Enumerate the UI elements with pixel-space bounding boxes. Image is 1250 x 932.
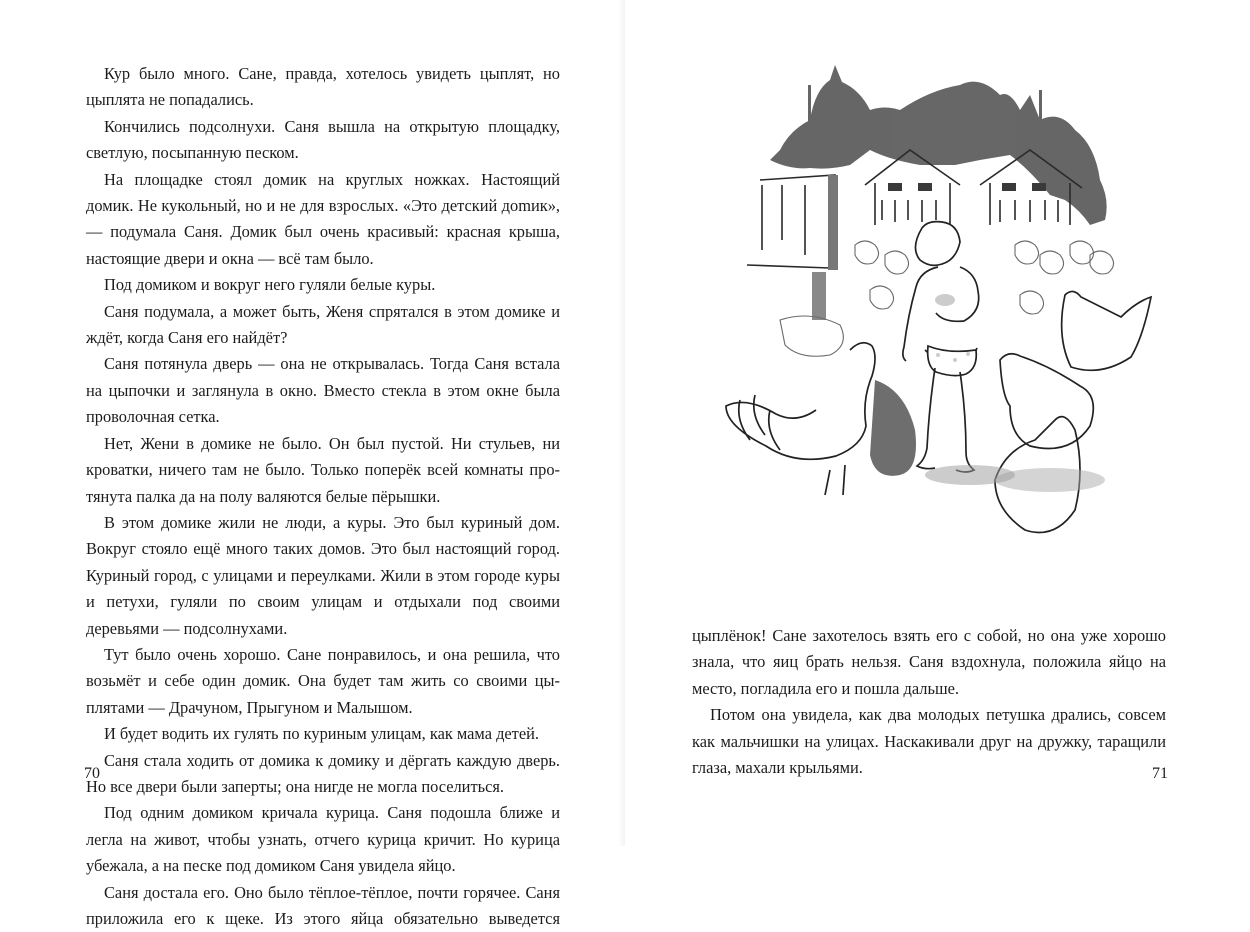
paragraph-continued: цыплёнок! Сане захотелось взять его с собой, но она уже хорошо знала, что яиц брать нельзя. Саня вздохнула, положила яйцо на место, погладила его и пошла дальше.: [692, 626, 1166, 698]
paragraph: И будет водить их гулять по куриным улицам, как мама детей.: [104, 724, 539, 744]
shed: [747, 175, 835, 268]
page-number: 71: [1152, 765, 1168, 782]
page-number: 70: [84, 765, 100, 782]
paragraph: Нет, Жени в домике не было. Он был пустой. Ни стульев, ни кроватки, ничего там не было. Только поперёк всей комнаты протянута палка да на полу валяются белые пёрышки.: [86, 433, 560, 506]
paragraph: Кур было много. Сане, правда, хотелось увидеть цыплят, но цыплята не попадались.: [86, 64, 560, 110]
paragraph: Саня потянула дверь — она не открывалась. Тогда Саня встала на цыпочки и заглянула в окно. Вместо стекла в этом окне была проволочная сетка.: [86, 354, 560, 427]
paragraph: Потом она увидела, как два молодых петушка дрались, совсем как мальчишки на улицах. Наскакивали друг на дружку, таращили глаза, махали крыльями.: [692, 705, 1166, 778]
illustration-girl-with-chickens: [710, 50, 1170, 610]
paragraph: Под домиком и вокруг него гуляли белые куры.: [104, 275, 436, 295]
trees: [770, 65, 1107, 225]
paragraph: На площадке стоял домик на круглых ножках. Настоящий домик. Не кукольный, но и не для взрослых. «Это детский доmик», — подумала Саня. Домик был очень красивый: красная крыша, настоящие двери и окна — всё там было.: [86, 169, 560, 268]
paragraph: Саня подумала, а может быть, Женя спрятался в этом домике и ждёт, когда Саня его найдёт?: [86, 301, 560, 348]
dark-hen-left: [870, 380, 916, 476]
house-windows: [888, 183, 1046, 191]
hens-right: [995, 291, 1151, 532]
paragraph: Саня стала ходить от домика к домику и дёргать каждую дверь. Но все двери были заперты; она нигде не могла поселиться.: [86, 750, 560, 796]
rooster: [726, 343, 875, 495]
paragraph: Под одним домиком кричала курица. Саня подошла ближе и легла на живот, чтобы узнать, отчего курица кричит. Но курица убежала, а на песке под домиком Саня увидела яйцо.: [86, 803, 560, 876]
right-page: [625, 0, 1250, 846]
paragraph: В этом домике жили не люди, а куры. Это был куриный дом. Вокруг стояло ещё много таких домов. Это был настоящий город. Куриный город, с улицами и переулками. Жили в этом городе куры и петухи, гуляли по своим улицам и отдыхали под своими деревьями — подсолнухами.: [86, 512, 560, 638]
shed-shadow: [828, 175, 838, 270]
left-page-text: [86, 61, 560, 932]
girl-shadow: [925, 465, 1015, 485]
illustration-drawing: [710, 50, 1170, 610]
paragraph: Кончились подсолнухи. Саня вышла на открытую площадку, светлую, посыпанную песком.: [86, 116, 560, 163]
paragraph: Тут было очень хорошо. Сане понравилось, и она решила, что возьмёт и себе один домик. Она будет там жить со своими цыплятами — Драчуном, Прыгуном и Малышом.: [86, 644, 560, 717]
paragraph-runover: Саня достала его. Оно было тёплое-тёплое, почти горячее. Саня приложила его к щеке. Из этого яйца обязательно выведется: [86, 882, 560, 928]
right-page-text: [692, 623, 1166, 781]
left-page: [0, 0, 625, 928]
post-shadow: [812, 272, 826, 320]
